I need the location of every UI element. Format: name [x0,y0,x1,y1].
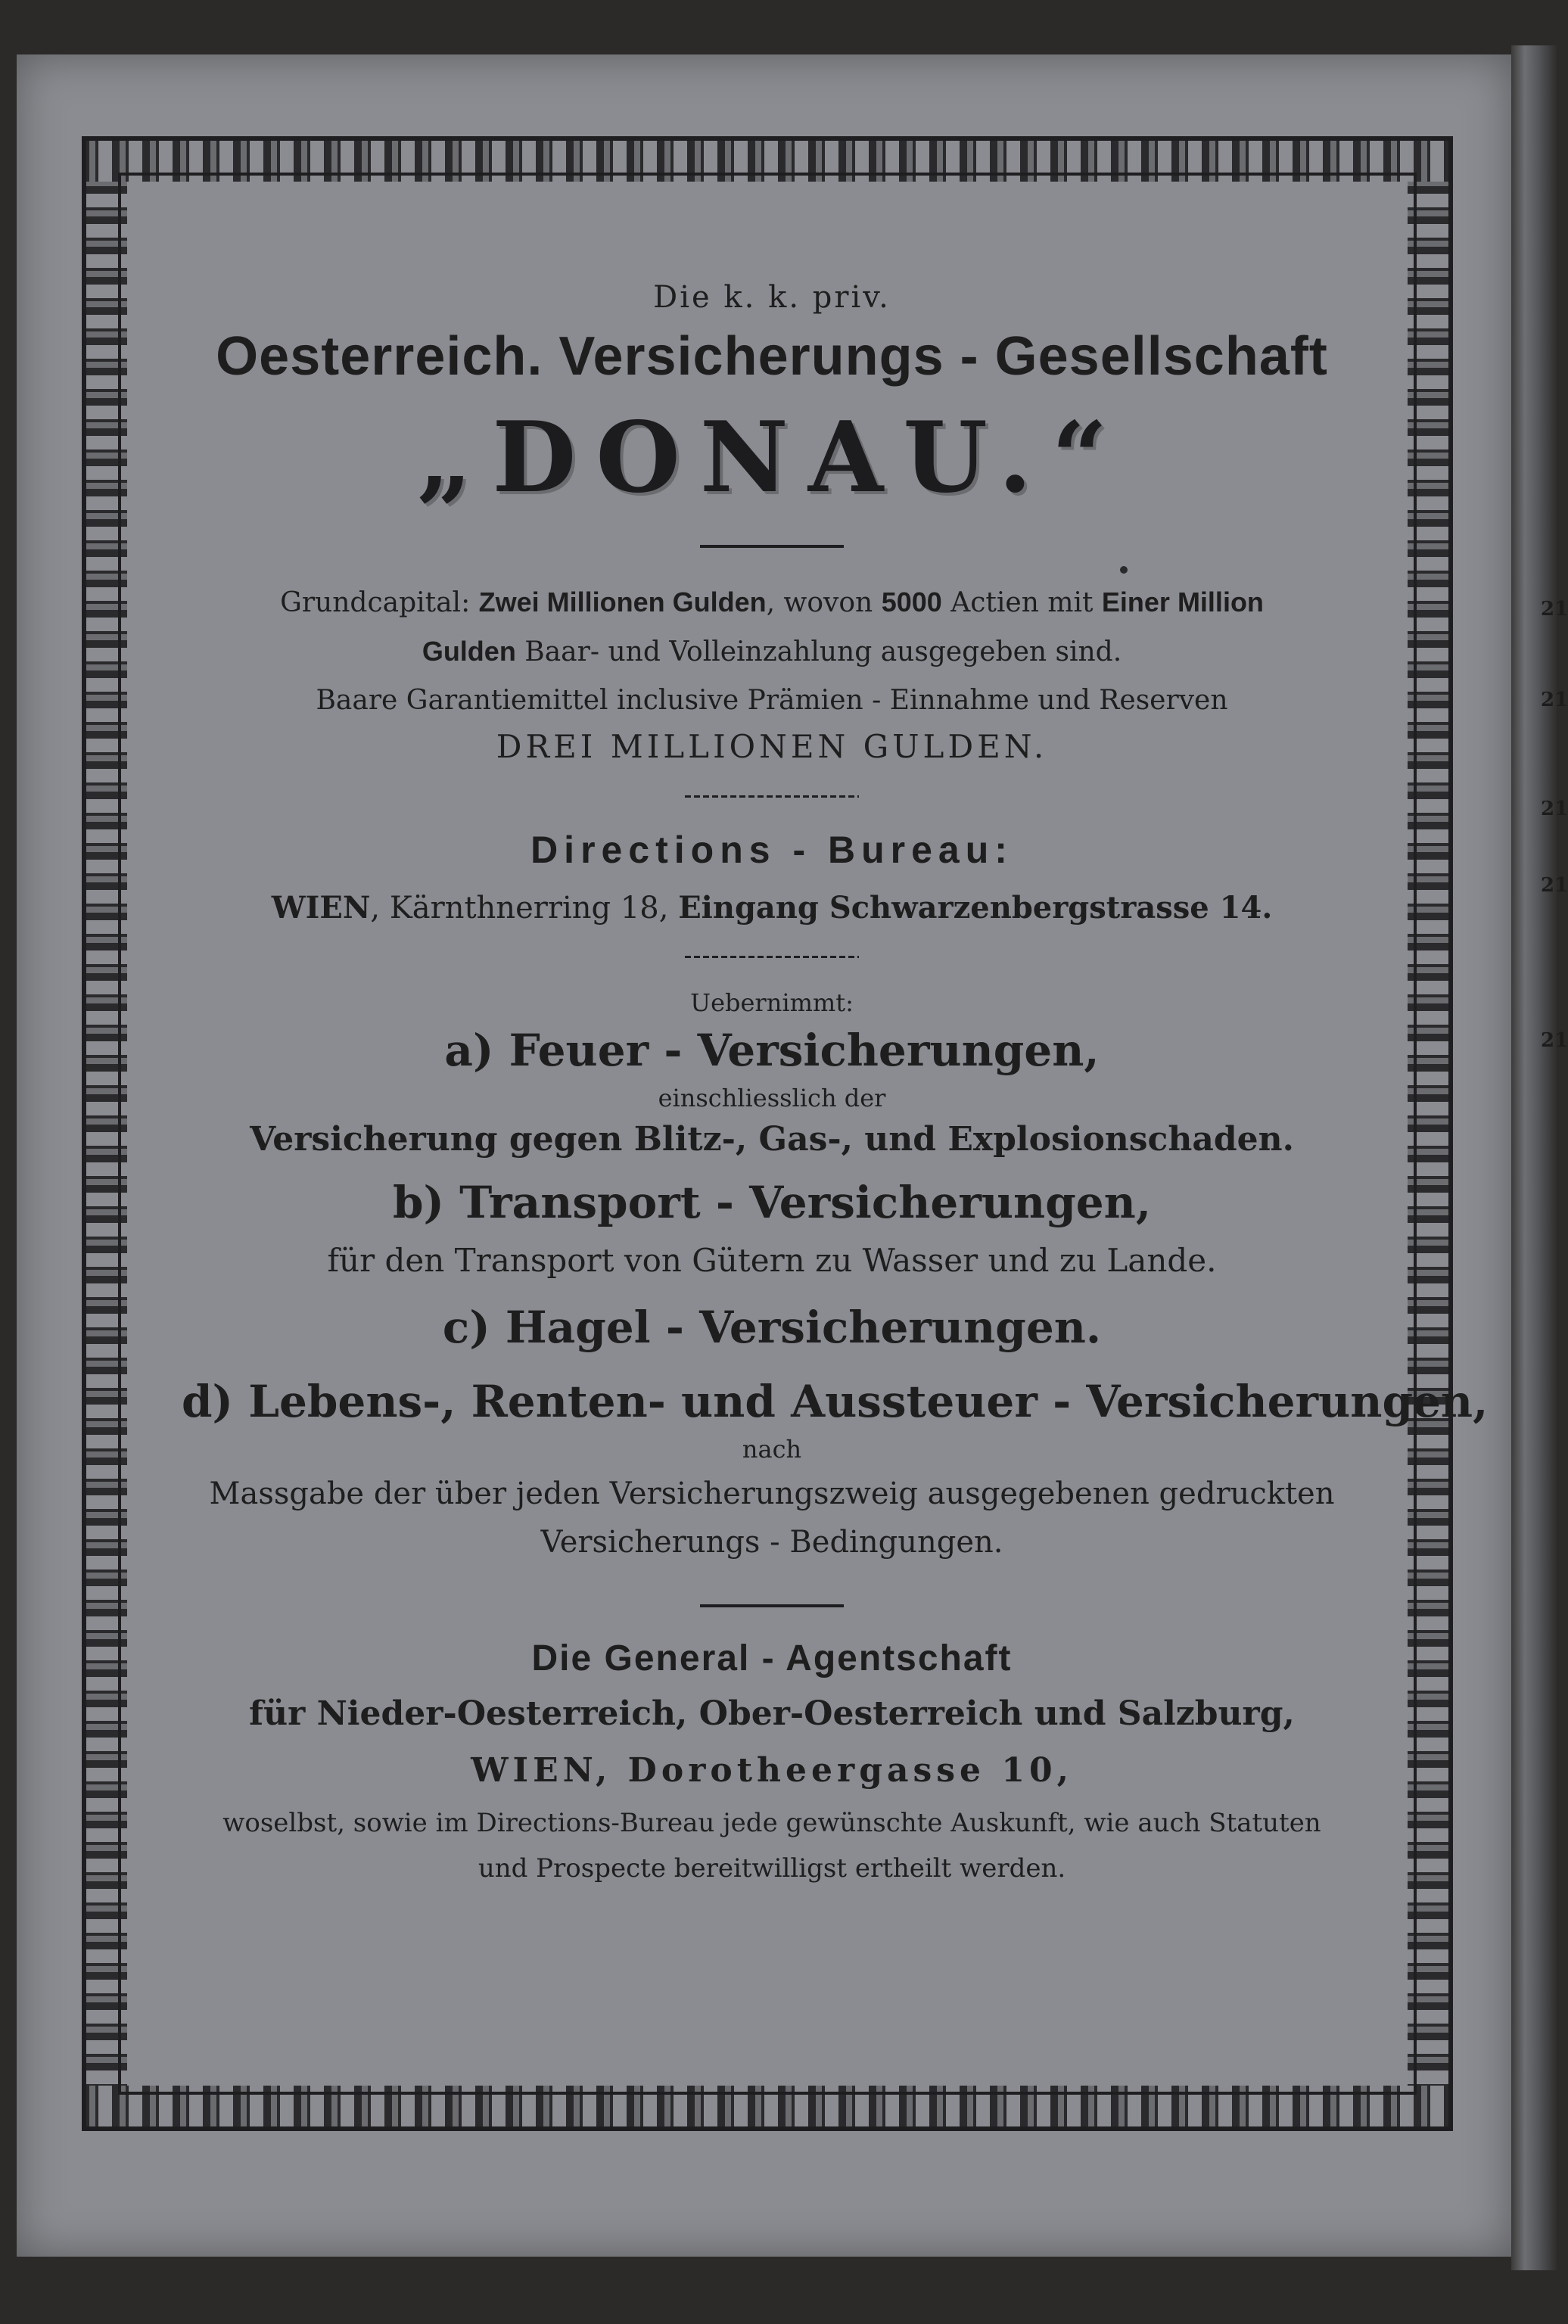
service-b-sub: für den Transport von Gütern zu Wasser und zu Lande. [327,1242,1217,1279]
service-d-sub3: Versicherungs - Bedingungen. [540,1525,1003,1560]
bureau-address [182,890,1362,926]
company-title: Oesterreich. Versicherungs - Gesellschaft [216,326,1328,387]
divider [700,1604,844,1607]
agency-address: WIEN, Dorotheergasse 10, [471,1751,1073,1790]
capital-amount: Zwei Millionen Gulden [478,586,767,618]
company-name: „DONAU.“ [416,401,1128,515]
service-a-sub1: einschliesslich der [658,1084,886,1112]
service-d-sub1: nach [742,1435,802,1464]
bureau-entrance: Eingang Schwarzenbergstrasse 14. [678,890,1273,926]
privilege-line: Die k. k. priv. [653,280,891,315]
bureau-street: , Kärnthnerring 18, [370,891,669,926]
divider [700,545,844,548]
divider-wavy [685,795,859,798]
capital-line-1 [182,578,1362,627]
capital-line-2 [182,627,1362,677]
service-d-sub2: Massgabe der über jeden Versicherungszweig ausgegebenen gedruckten [209,1476,1335,1511]
capital-shares-text: Actien mit [950,587,1094,618]
edge-mark: 21 [1541,1029,1568,1052]
agency-line-1: woselbst, sowie im Directions-Bureau jede gewünschte Auskunft, wie auch Statuten [222,1808,1321,1838]
service-b-title: b) Transport - Versicherungen, [392,1177,1152,1228]
edge-mark: 21 [1541,798,1568,820]
edge-mark: 21 [1541,598,1568,621]
bureau-city: WIEN [271,890,371,926]
service-a-title: a) Feuer - Versicherungen, [444,1025,1100,1076]
divider-wavy [685,956,859,958]
capital-label: Grundcapital: [280,587,471,618]
capital-reserves: DREI MILLIONEN GULDEN. [496,728,1048,765]
services-intro: Uebernimmt: [690,988,854,1017]
capital-gulden: Gulden [422,636,516,667]
capital-shares: 5000 [881,586,942,618]
service-a-sub2: Versicherung gegen Blitz-, Gas-, und Explosionschaden. [250,1120,1294,1159]
service-c-title: c) Hagel - Versicherungen. [442,1302,1102,1353]
advertisement [182,280,1489,1891]
agency-line-2: und Prospecte bereitwilligst ertheilt werden. [478,1853,1066,1884]
capital-line-3: Baare Garantiemittel inclusive Prämien - Einnahme und Reserven [316,685,1228,716]
capital-million: Einer Million [1101,586,1264,618]
agency-regions: für Nieder-Oesterreich, Ober-Oesterreich und Salzburg, [249,1694,1295,1733]
adjacent-page-edge [1511,45,1557,2270]
capital-connector: , wovon [766,587,873,618]
capital-payment: Baar- und Volleinzahlung ausgegeben sind. [524,636,1122,667]
bureau-title: Directions - Bureau: [530,829,1013,871]
service-d-title: d) Lebens-, Renten- und Aussteuer - Versicherungen, [182,1376,1489,1427]
edge-mark: 21 [1541,874,1568,897]
agency-title: Die General - Agentschaft [531,1638,1013,1678]
edge-mark: 21 [1541,689,1568,711]
